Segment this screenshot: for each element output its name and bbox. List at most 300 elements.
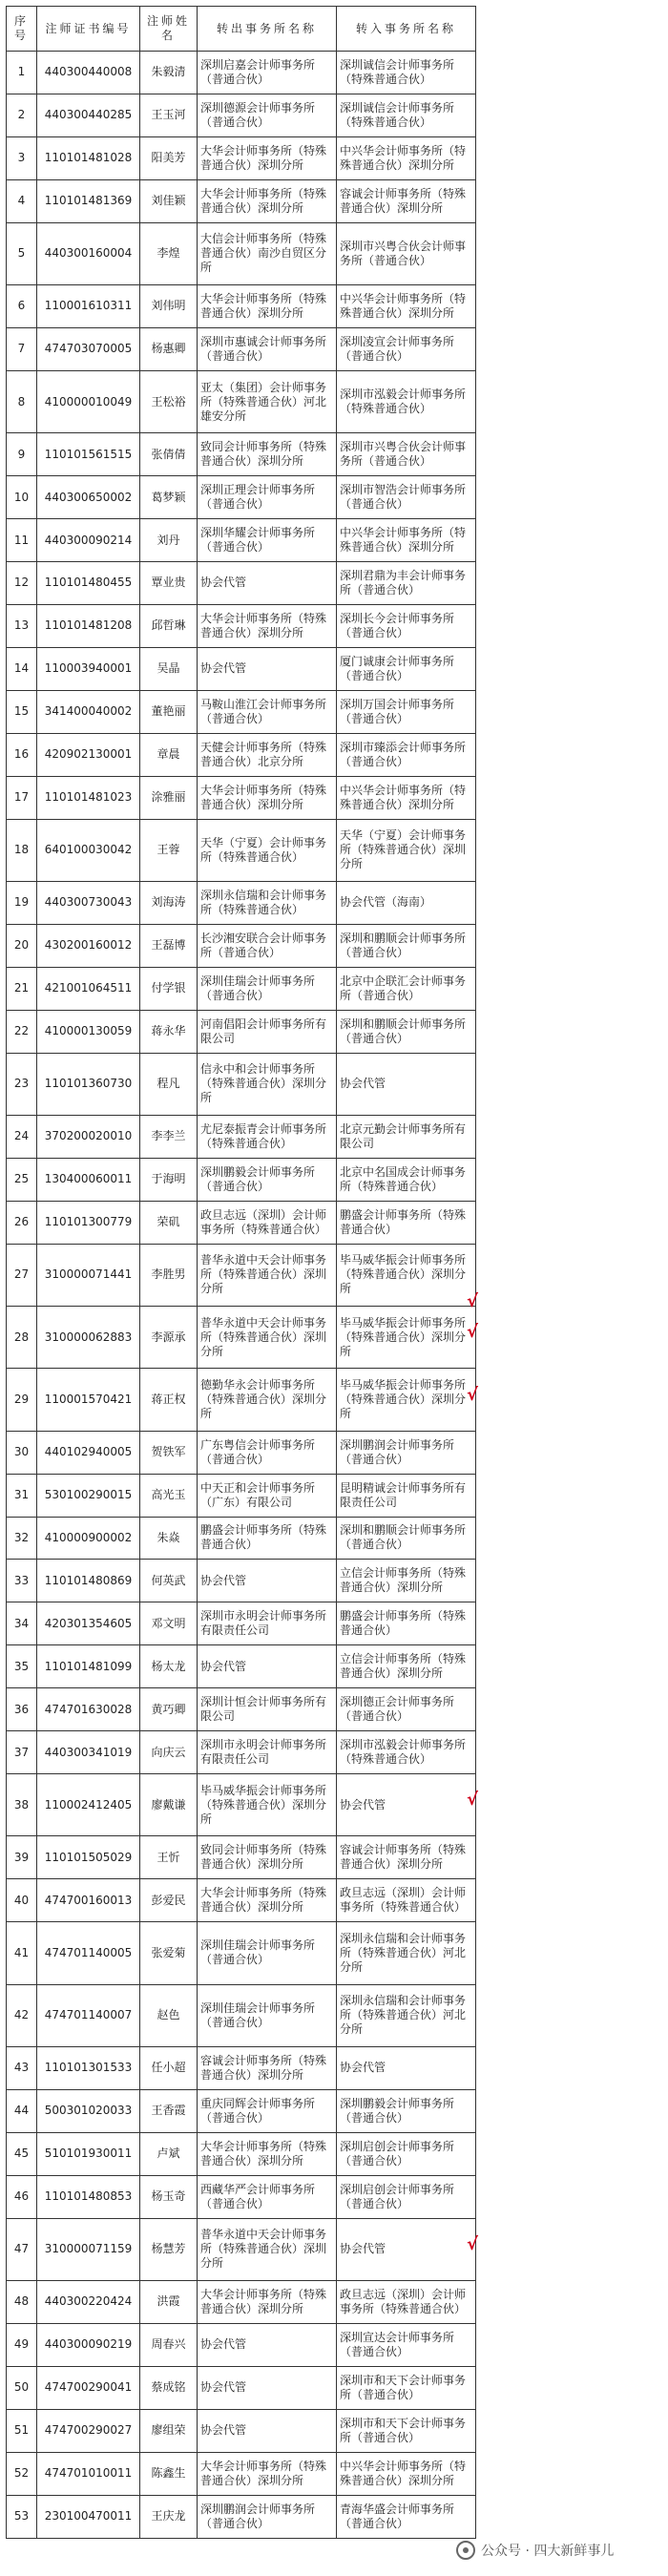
- cell-index: 8: [7, 370, 37, 432]
- cell-from-firm: 大华会计师事务所（特殊普通合伙）深圳分所: [198, 179, 337, 222]
- table-row: [7, 2132, 476, 2175]
- cell-index: 41: [7, 1922, 37, 1984]
- cell-from-firm: 广东粤信会计师事务所（普通合伙）: [198, 1431, 337, 1474]
- cell-to-firm: 立信会计师事务所（特殊普通合伙）深圳分所: [337, 1560, 476, 1602]
- cell-index: 37: [7, 1731, 37, 1774]
- cell-name: 张爱菊: [140, 1922, 198, 1984]
- cell-cert-no: 440300160004: [37, 222, 140, 284]
- table-row: [7, 819, 476, 881]
- table-row: [7, 1560, 476, 1602]
- cell-name: 朱焱: [140, 1517, 198, 1560]
- cell-index: 5: [7, 222, 37, 284]
- cell-to-firm: 毕马威华振会计师事务所（特殊普通合伙）深圳分所: [337, 1307, 476, 1369]
- cell-to-firm: 深圳市兴粤合伙会计师事务所（普通合伙）: [337, 222, 476, 284]
- cell-cert-no: 110002412405: [37, 1774, 140, 1836]
- cell-to-firm: 中兴华会计师事务所（特殊普通合伙）深圳分所: [337, 2452, 476, 2495]
- cell-to-firm: 政旦志远（深圳）会计师事务所（特殊普通合伙）: [337, 2280, 476, 2323]
- table-row: [7, 2409, 476, 2452]
- cell-cert-no: 474701010011: [37, 2452, 140, 2495]
- cell-name: 付学银: [140, 967, 198, 1010]
- cell-index: 20: [7, 924, 37, 967]
- table-row: [7, 967, 476, 1010]
- table-header-row: [7, 7, 476, 52]
- cell-cert-no: 110101480455: [37, 561, 140, 604]
- table-row: [7, 1774, 476, 1836]
- cell-cert-no: 110003940001: [37, 647, 140, 690]
- cell-name: 刘伟明: [140, 285, 198, 328]
- cell-from-firm: 大华会计师事务所（特殊普通合伙）深圳分所: [198, 2280, 337, 2323]
- cell-name: 任小超: [140, 2046, 198, 2089]
- cell-cert-no: 474700160013: [37, 1879, 140, 1922]
- cell-from-firm: 深圳鹏毅会计师事务所（普通合伙）: [198, 1158, 337, 1201]
- cell-from-firm: 大华会计师事务所（特殊普通合伙）深圳分所: [198, 2132, 337, 2175]
- cell-cert-no: 474701140005: [37, 1922, 140, 1984]
- cell-cert-no: 420902130001: [37, 733, 140, 776]
- cell-from-firm: 普华永道中天会计师事务所（特殊普通合伙）深圳分所: [198, 1307, 337, 1369]
- cell-to-firm: 深圳市泓毅会计师事务所（特殊普通合伙）: [337, 370, 476, 432]
- cell-to-firm: 深圳市和天下会计师事务所（普通合伙）: [337, 2366, 476, 2409]
- cell-cert-no: 474700290041: [37, 2366, 140, 2409]
- cell-name: 李胜男: [140, 1244, 198, 1306]
- cell-index: 45: [7, 2132, 37, 2175]
- cell-cert-no: 440300440285: [37, 94, 140, 136]
- cell-name: 蒋正权: [140, 1369, 198, 1431]
- cell-cert-no: 530100290015: [37, 1474, 140, 1517]
- cell-index: 12: [7, 561, 37, 604]
- table-row: [7, 2089, 476, 2132]
- cell-name: 阳美芳: [140, 136, 198, 179]
- cell-name: 杨慧芳: [140, 2218, 198, 2280]
- cell-index: 18: [7, 819, 37, 881]
- table-row: [7, 519, 476, 562]
- cell-name: 王庆龙: [140, 2495, 198, 2538]
- table-row: [7, 1517, 476, 1560]
- cell-name: 王松裕: [140, 370, 198, 432]
- cell-index: 13: [7, 604, 37, 647]
- cell-to-firm: 深圳长今会计师事务所（普通合伙）: [337, 604, 476, 647]
- cell-name: 朱毅清: [140, 52, 198, 94]
- cell-from-firm: 马鞍山淮江会计师事务所（普通合伙）: [198, 690, 337, 733]
- cell-name: 蒋永华: [140, 1010, 198, 1053]
- cell-index: 28: [7, 1307, 37, 1369]
- cell-index: 29: [7, 1369, 37, 1431]
- cell-cert-no: 310000071159: [37, 2218, 140, 2280]
- cell-name: 刘海涛: [140, 881, 198, 924]
- cell-to-firm: 天华（宁夏）会计师事务所（特殊普通合伙）深圳分所: [337, 819, 476, 881]
- table-row: [7, 1010, 476, 1053]
- cell-to-firm: 深圳鹏润会计师事务所（普通合伙）: [337, 1431, 476, 1474]
- cell-to-firm: 深圳鹏毅会计师事务所（普通合伙）: [337, 2089, 476, 2132]
- cell-name: 杨惠卿: [140, 327, 198, 370]
- cell-from-firm: 大华会计师事务所（特殊普通合伙）深圳分所: [198, 604, 337, 647]
- cell-from-firm: 大信会计师事务所（特殊普通合伙）南沙自贸区分所: [198, 222, 337, 284]
- table-row: [7, 2366, 476, 2409]
- cell-index: 23: [7, 1053, 37, 1115]
- cell-index: 19: [7, 881, 37, 924]
- cell-from-firm: 普华永道中天会计师事务所（特殊普通合伙）深圳分所: [198, 1244, 337, 1306]
- table-row: [7, 2046, 476, 2089]
- cell-from-firm: 深圳佳瑞会计师事务所（普通合伙）: [198, 1922, 337, 1984]
- table-row: [7, 1645, 476, 1688]
- cell-cert-no: 130400060011: [37, 1158, 140, 1201]
- cell-to-firm: 深圳永信瑞和会计师事务所（特殊普通合伙）河北分所: [337, 1922, 476, 1984]
- cell-index: 53: [7, 2495, 37, 2538]
- cell-to-firm: 容诚会计师事务所（特殊普通合伙）深圳分所: [337, 1836, 476, 1879]
- cell-cert-no: 110101360730: [37, 1053, 140, 1115]
- cell-name: 吴晶: [140, 647, 198, 690]
- cell-to-firm: 深圳君鼎为丰会计师事务所（普通合伙）: [337, 561, 476, 604]
- table-row: [7, 1602, 476, 1645]
- cell-name: 廖戴谦: [140, 1774, 198, 1836]
- cell-from-firm: 重庆同辉会计师事务所（普通合伙）: [198, 2089, 337, 2132]
- cell-to-firm: 中兴华会计师事务所（特殊普通合伙）深圳分所: [337, 519, 476, 562]
- cell-name: 李李兰: [140, 1115, 198, 1158]
- cell-index: 22: [7, 1010, 37, 1053]
- check-mark-icon: √: [467, 2233, 479, 2254]
- cell-from-firm: 深圳佳瑞会计师事务所（普通合伙）: [198, 967, 337, 1010]
- cell-cert-no: 310000062883: [37, 1307, 140, 1369]
- cell-from-firm: 德勤华永会计师事务所（特殊普通合伙）深圳分所: [198, 1369, 337, 1431]
- cell-to-firm: 深圳宣达会计师事务所（普通合伙）: [337, 2323, 476, 2366]
- cell-to-firm: 中兴华会计师事务所（特殊普通合伙）深圳分所: [337, 285, 476, 328]
- cell-name: 王忻: [140, 1836, 198, 1879]
- cell-cert-no: 474701140007: [37, 1984, 140, 2046]
- cell-index: 27: [7, 1244, 37, 1306]
- table-row: [7, 433, 476, 476]
- table-row: [7, 1244, 476, 1306]
- cell-name: 何英武: [140, 1560, 198, 1602]
- cell-to-firm: 中兴华会计师事务所（特殊普通合伙）深圳分所: [337, 136, 476, 179]
- cell-to-firm: 昆明精诚会计师事务所有限责任公司: [337, 1474, 476, 1517]
- cell-from-firm: 致同会计师事务所（特殊普通合伙）深圳分所: [198, 1836, 337, 1879]
- table-row: [7, 1731, 476, 1774]
- cell-name: 王磊博: [140, 924, 198, 967]
- cell-to-firm: 毕马威华振会计师事务所（特殊普通合伙）深圳分所: [337, 1244, 476, 1306]
- table-row: [7, 561, 476, 604]
- cell-cert-no: 440300650002: [37, 476, 140, 519]
- cell-index: 1: [7, 52, 37, 94]
- cell-from-firm: 深圳华耀会计师事务所（普通合伙）: [198, 519, 337, 562]
- cell-from-firm: 深圳正理会计师事务所（普通合伙）: [198, 476, 337, 519]
- cell-from-firm: 政旦志远（深圳）会计师事务所（特殊普通合伙）: [198, 1201, 337, 1244]
- cell-name: 陈鑫生: [140, 2452, 198, 2495]
- cell-from-firm: 深圳市永明会计师事务所有限责任公司: [198, 1602, 337, 1645]
- cell-to-firm: 深圳市兴粤合伙会计师事务所（普通合伙）: [337, 433, 476, 476]
- cell-name: 卢斌: [140, 2132, 198, 2175]
- table-row: [7, 1922, 476, 1984]
- cell-cert-no: 110001570421: [37, 1369, 140, 1431]
- cell-name: 张倩倩: [140, 433, 198, 476]
- cell-cert-no: 110101481028: [37, 136, 140, 179]
- cell-to-firm: 北京中名国成会计师事务所（特殊普通合伙）: [337, 1158, 476, 1201]
- cell-from-firm: 深圳市惠诚会计师事务所（普通合伙）: [198, 327, 337, 370]
- cell-name: 王玉河: [140, 94, 198, 136]
- cell-to-firm: 北京中企联汇会计师事务所（普通合伙）: [337, 967, 476, 1010]
- cell-to-firm: 深圳和鹏顺会计师事务所（普通合伙）: [337, 1517, 476, 1560]
- cell-to-firm: 青海华盛会计师事务所（普通合伙）: [337, 2495, 476, 2538]
- table-row: [7, 370, 476, 432]
- watermark: [456, 2541, 614, 2560]
- cell-from-firm: 协会代管: [198, 2323, 337, 2366]
- cell-cert-no: 474701630028: [37, 1688, 140, 1731]
- cell-index: 38: [7, 1774, 37, 1836]
- cell-to-firm: 协会代管（海南）: [337, 881, 476, 924]
- cell-cert-no: 440300220424: [37, 2280, 140, 2323]
- wechat-official-account-icon: [456, 2541, 475, 2560]
- cell-index: 26: [7, 1201, 37, 1244]
- cell-from-firm: 协会代管: [198, 1560, 337, 1602]
- cell-index: 11: [7, 519, 37, 562]
- cell-index: 21: [7, 967, 37, 1010]
- cell-cert-no: 440102940005: [37, 1431, 140, 1474]
- cell-from-firm: 协会代管: [198, 2409, 337, 2452]
- cell-from-firm: 大华会计师事务所（特殊普通合伙）深圳分所: [198, 285, 337, 328]
- cell-cert-no: 110101480853: [37, 2175, 140, 2218]
- cell-name: 于海明: [140, 1158, 198, 1201]
- table-row: [7, 94, 476, 136]
- cell-name: 向庆云: [140, 1731, 198, 1774]
- cell-name: 刘佳颖: [140, 179, 198, 222]
- cell-index: 46: [7, 2175, 37, 2218]
- table-row: [7, 881, 476, 924]
- cell-to-firm: 深圳诚信会计师事务所（特殊普通合伙）: [337, 94, 476, 136]
- cell-from-firm: 容诚会计师事务所（特殊普通合伙）深圳分所: [198, 2046, 337, 2089]
- check-mark-icon: √: [467, 1290, 479, 1311]
- cell-to-firm: 容诚会计师事务所（特殊普通合伙）深圳分所: [337, 179, 476, 222]
- cell-index: 43: [7, 2046, 37, 2089]
- cell-index: 9: [7, 433, 37, 476]
- cell-index: 50: [7, 2366, 37, 2409]
- cell-to-firm: 鹏盛会计师事务所（特殊普通合伙）: [337, 1201, 476, 1244]
- cell-name: 洪霞: [140, 2280, 198, 2323]
- cell-to-firm: 深圳市臻添会计师事务所（普通合伙）: [337, 733, 476, 776]
- cell-to-firm: 协会代管: [337, 2218, 476, 2280]
- cell-name: 王香霞: [140, 2089, 198, 2132]
- cell-from-firm: 亚太（集团）会计师事务所（特殊普通合伙）河北雄安分所: [198, 370, 337, 432]
- cell-cert-no: 440300730043: [37, 881, 140, 924]
- cell-from-firm: 大华会计师事务所（特殊普通合伙）深圳分所: [198, 1879, 337, 1922]
- cell-name: 董艳丽: [140, 690, 198, 733]
- cell-from-firm: 毕马威华振会计师事务所（特殊普通合伙）深圳分所: [198, 1774, 337, 1836]
- cell-cert-no: 110101481369: [37, 179, 140, 222]
- table-row: [7, 1053, 476, 1115]
- cell-from-firm: 深圳市永明会计师事务所有限责任公司: [198, 1731, 337, 1774]
- cell-index: 6: [7, 285, 37, 328]
- table-row: [7, 2452, 476, 2495]
- cell-cert-no: 640100030042: [37, 819, 140, 881]
- cell-name: 荣矶: [140, 1201, 198, 1244]
- cell-from-firm: 长沙湘安联合会计师事务所（普通合伙）: [198, 924, 337, 967]
- cell-cert-no: 110101301533: [37, 2046, 140, 2089]
- header-to-firm: 转入事务所名称: [337, 7, 476, 52]
- cell-index: 7: [7, 327, 37, 370]
- header-index: 序号: [7, 7, 37, 52]
- cell-index: 52: [7, 2452, 37, 2495]
- header-from-firm: 转出事务所名称: [198, 7, 337, 52]
- cell-from-firm: 致同会计师事务所（特殊普通合伙）深圳分所: [198, 433, 337, 476]
- cell-name: 邓文明: [140, 1602, 198, 1645]
- cell-index: 48: [7, 2280, 37, 2323]
- cell-index: 30: [7, 1431, 37, 1474]
- cell-cert-no: 474700290027: [37, 2409, 140, 2452]
- table-row: [7, 2323, 476, 2366]
- cell-to-firm: 深圳启创会计师事务所（普通合伙）: [337, 2175, 476, 2218]
- cell-from-firm: 天华（宁夏）会计师事务所（特殊普通合伙）: [198, 819, 337, 881]
- table-row: [7, 179, 476, 222]
- cell-cert-no: 440300440008: [37, 52, 140, 94]
- cell-from-firm: 大华会计师事务所（特殊普通合伙）深圳分所: [198, 776, 337, 819]
- cell-to-firm: 深圳永信瑞和会计师事务所（特殊普通合伙）河北分所: [337, 1984, 476, 2046]
- cell-name: 刘丹: [140, 519, 198, 562]
- cell-index: 42: [7, 1984, 37, 2046]
- table-row: [7, 1474, 476, 1517]
- cell-index: 16: [7, 733, 37, 776]
- cell-to-firm: 中兴华会计师事务所（特殊普通合伙）深圳分所: [337, 776, 476, 819]
- table-row: [7, 1115, 476, 1158]
- cell-name: 邱哲琳: [140, 604, 198, 647]
- table-row: [7, 1879, 476, 1922]
- table-row: [7, 604, 476, 647]
- table-row: [7, 476, 476, 519]
- cell-index: 32: [7, 1517, 37, 1560]
- table-row: [7, 733, 476, 776]
- cell-index: 15: [7, 690, 37, 733]
- cell-from-firm: 西藏华严会计师事务所（普通合伙）: [198, 2175, 337, 2218]
- table-row: [7, 2495, 476, 2538]
- cell-cert-no: 110101481099: [37, 1645, 140, 1688]
- cell-name: 高光玉: [140, 1474, 198, 1517]
- cell-cert-no: 440300341019: [37, 1731, 140, 1774]
- check-mark-icon: √: [467, 1322, 479, 1343]
- cell-to-firm: 毕马威华振会计师事务所（特殊普通合伙）深圳分所: [337, 1369, 476, 1431]
- cell-from-firm: 协会代管: [198, 2366, 337, 2409]
- cell-from-firm: 深圳启嘉会计师事务所（普通合伙）: [198, 52, 337, 94]
- cell-index: 31: [7, 1474, 37, 1517]
- cell-name: 章晨: [140, 733, 198, 776]
- table-row: [7, 136, 476, 179]
- cell-to-firm: 深圳市智浩会计师事务所（普通合伙）: [337, 476, 476, 519]
- table-row: [7, 2218, 476, 2280]
- cell-to-firm: 深圳凌宣会计师事务所（普通合伙）: [337, 327, 476, 370]
- cell-cert-no: 410000130059: [37, 1010, 140, 1053]
- cell-index: 2: [7, 94, 37, 136]
- cell-from-firm: 深圳鹏润会计师事务所（普通合伙）: [198, 2495, 337, 2538]
- cell-cert-no: 110101300779: [37, 1201, 140, 1244]
- cell-to-firm: 立信会计师事务所（特殊普通合伙）深圳分所: [337, 1645, 476, 1688]
- cell-to-firm: 厦门诚康会计师事务所（普通合伙）: [337, 647, 476, 690]
- cell-cert-no: 500301020033: [37, 2089, 140, 2132]
- cell-from-firm: 深圳德源会计师事务所（普通合伙）: [198, 94, 337, 136]
- cell-to-firm: 深圳和鹏顺会计师事务所（普通合伙）: [337, 1010, 476, 1053]
- table-row: [7, 776, 476, 819]
- table-row: [7, 1158, 476, 1201]
- cell-name: 赵色: [140, 1984, 198, 2046]
- table-row: [7, 1307, 476, 1369]
- cell-from-firm: 协会代管: [198, 647, 337, 690]
- cell-from-firm: 大华会计师事务所（特殊普通合伙）深圳分所: [198, 2452, 337, 2495]
- cell-from-firm: 深圳佳瑞会计师事务所（普通合伙）: [198, 1984, 337, 2046]
- table-row: [7, 285, 476, 328]
- table-row: [7, 1688, 476, 1731]
- table-row: [7, 2175, 476, 2218]
- cell-index: 51: [7, 2409, 37, 2452]
- cell-to-firm: 政旦志远（深圳）会计师事务所（特殊普通合伙）: [337, 1879, 476, 1922]
- watermark-text: 公众号 · 四大新鲜事儿: [481, 2544, 615, 2559]
- table-row: [7, 222, 476, 284]
- cell-name: 贺铁军: [140, 1431, 198, 1474]
- cell-name: 廖组荣: [140, 2409, 198, 2452]
- cell-name: 涂雅丽: [140, 776, 198, 819]
- cell-cert-no: 110101481023: [37, 776, 140, 819]
- cell-cert-no: 110101481208: [37, 604, 140, 647]
- cell-from-firm: 尤尼泰振青会计师事务所（特殊普通合伙）: [198, 1115, 337, 1158]
- cell-index: 40: [7, 1879, 37, 1922]
- cell-to-firm: 北京元勤会计师事务所有限公司: [337, 1115, 476, 1158]
- cell-cert-no: 110101505029: [37, 1836, 140, 1879]
- cell-cert-no: 510101930011: [37, 2132, 140, 2175]
- cell-name: 李源承: [140, 1307, 198, 1369]
- cell-to-firm: 深圳诚信会计师事务所（特殊普通合伙）: [337, 52, 476, 94]
- cell-cert-no: 421001064511: [37, 967, 140, 1010]
- cell-to-firm: 协会代管: [337, 1053, 476, 1115]
- table-row: [7, 1431, 476, 1474]
- cell-index: 39: [7, 1836, 37, 1879]
- table-row: [7, 1836, 476, 1879]
- table-row: [7, 924, 476, 967]
- cell-name: 蔡成铭: [140, 2366, 198, 2409]
- cell-to-firm: 深圳市泓毅会计师事务所（特殊普通合伙）: [337, 1731, 476, 1774]
- cell-from-firm: 信永中和会计师事务所（特殊普通合伙）深圳分所: [198, 1053, 337, 1115]
- cell-cert-no: 440300090214: [37, 519, 140, 562]
- table-row: [7, 1201, 476, 1244]
- cell-to-firm: 深圳德正会计师事务所（普通合伙）: [337, 1688, 476, 1731]
- cell-cert-no: 341400040002: [37, 690, 140, 733]
- cell-cert-no: 430200160012: [37, 924, 140, 967]
- table-row: [7, 1984, 476, 2046]
- cell-cert-no: 230100470011: [37, 2495, 140, 2538]
- cell-index: 4: [7, 179, 37, 222]
- cell-from-firm: 河南倡阳会计师事务所有限公司: [198, 1010, 337, 1053]
- cpa-transfer-table: [6, 6, 479, 2539]
- header-cert-no: 注师证书编号: [37, 7, 140, 52]
- cell-index: 10: [7, 476, 37, 519]
- cell-name: 周春兴: [140, 2323, 198, 2366]
- header-name: 注师姓名: [140, 7, 198, 52]
- cell-from-firm: 协会代管: [198, 1645, 337, 1688]
- cell-cert-no: 110001610311: [37, 285, 140, 328]
- cell-to-firm: 协会代管: [337, 2046, 476, 2089]
- cell-from-firm: 鹏盛会计师事务所（特殊普通合伙）: [198, 1517, 337, 1560]
- table-row: [7, 647, 476, 690]
- cell-to-firm: 深圳和鹏顺会计师事务所（普通合伙）: [337, 924, 476, 967]
- cell-index: 35: [7, 1645, 37, 1688]
- table-row: [7, 52, 476, 94]
- cell-from-firm: 深圳计恒会计师事务所有限公司: [198, 1688, 337, 1731]
- cell-from-firm: 深圳永信瑞和会计师事务所（特殊普通合伙）: [198, 881, 337, 924]
- cell-cert-no: 410000900002: [37, 1517, 140, 1560]
- cell-from-firm: 协会代管: [198, 561, 337, 604]
- cell-cert-no: 110101480869: [37, 1560, 140, 1602]
- cell-to-firm: 深圳万国会计师事务所（普通合伙）: [337, 690, 476, 733]
- cell-index: 44: [7, 2089, 37, 2132]
- cell-index: 36: [7, 1688, 37, 1731]
- cell-to-firm: 深圳启创会计师事务所（普通合伙）: [337, 2132, 476, 2175]
- cell-cert-no: 410000010049: [37, 370, 140, 432]
- cell-cert-no: 440300090219: [37, 2323, 140, 2366]
- cell-name: 黄巧卿: [140, 1688, 198, 1731]
- cell-index: 25: [7, 1158, 37, 1201]
- table-row: [7, 690, 476, 733]
